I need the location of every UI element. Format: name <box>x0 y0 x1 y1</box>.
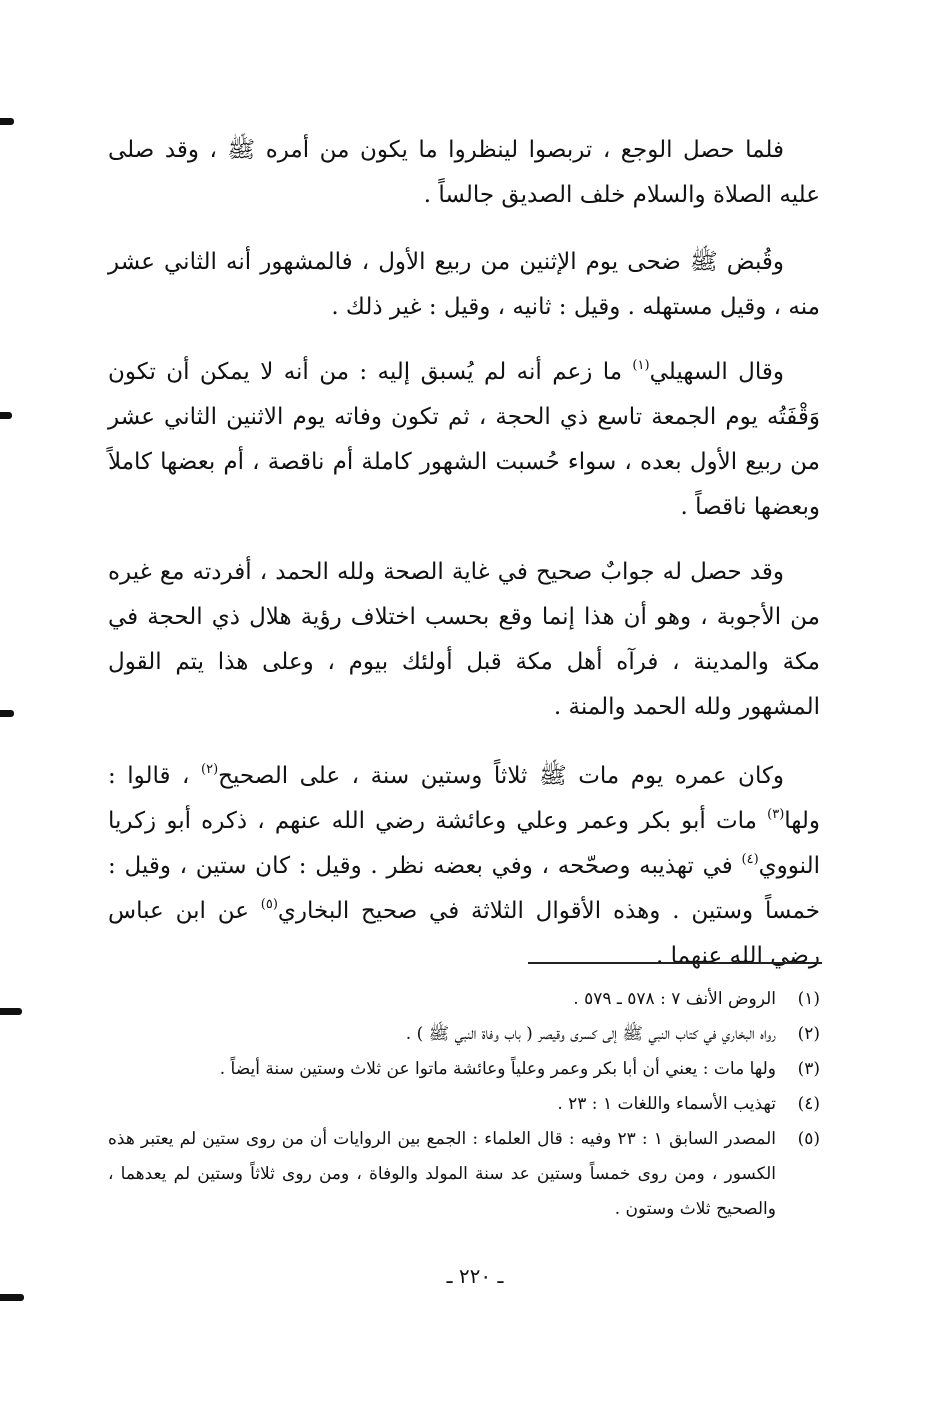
footnote-4 <box>108 1087 820 1122</box>
paragraph-4: وقد حصل له جوابٌ صحيح في غاية الصحة ولله الحمد ، أفردته مع غيره من الأجوبة ، وهو أن هذا إنما وقع بحسب اختلاف رؤية هلال ذي الحجة في مكة والمدينة ، فرآه أهل مكة قبل أولئك بيوم ، وعلى هذا يتم القول المشهور ولله الحمد والمنة . <box>108 559 820 720</box>
paragraph-5-part: في تهذيبه وصحّحه ، وفي بعضه نظر . وقيل : كان ستين ، وقيل : خمساً وستين . وهذه الأقوال الثلاثة في صحيح البخاري <box>108 853 820 924</box>
paragraph-5-part: ، قالوا : ولها <box>108 763 820 834</box>
footnote-3 <box>108 1052 820 1087</box>
footnote-number: (١) <box>797 989 820 1009</box>
footnote-text: الروض الأنف ٧ : ٥٧٨ ـ ٥٧٩ . <box>573 989 776 1009</box>
footnote-ref-2[interactable]: (٢) <box>201 762 219 777</box>
footnote-text: رواه البخاري في كتاب النبي ﷺ إلى كسرى وقيصر ( باب وفاة النبي ﷺ ) . <box>405 1024 776 1044</box>
footnotes-section <box>108 982 820 1227</box>
paragraph-3-rest: ما زعم أنه لم يُسبق إليه : من أنه لا يمكن أن تكون وَقْفَتُه يوم الجمعة تاسع ذي الحجة ، ثم تكون وفاته يوم الاثنين الثاني عشر من ربيع الأول بعده ، سواء حُسبت الشهور كاملة أم ناقصة ، أم بعضها كاملاً وبعضها ناقصاً . <box>108 359 820 520</box>
scan-margin-mark <box>0 710 14 717</box>
scan-margin-mark <box>0 118 14 125</box>
footnote-divider <box>528 962 822 964</box>
scan-margin-mark <box>0 1008 22 1015</box>
paragraph-5-part: مات أبو بكر وعمر وعلي وعائشة رضي الله عنهم ، ذكره أبو زكريا النووي <box>108 808 820 879</box>
footnote-text: تهذيب الأسماء واللغات ١ : ٢٣ . <box>557 1094 776 1114</box>
paragraph-5 <box>108 754 820 979</box>
footnote-number: (٣) <box>797 1059 820 1079</box>
paragraph-3 <box>108 350 820 530</box>
footnote-number: (٥) <box>797 1129 820 1149</box>
footnote-2 <box>108 1017 820 1052</box>
scan-margin-mark <box>0 412 12 419</box>
paragraph-3-start: وقال السهيلي <box>649 359 785 385</box>
footnote-ref-4[interactable]: (٤) <box>741 852 759 867</box>
footnote-ref-5[interactable]: (٥) <box>260 897 278 912</box>
paragraph-1: فلما حصل الوجع ، تربصوا لينظروا ما يكون من أمره ﷺ ، وقد صلى عليه الصلاة والسلام خلف الصديق جالساً . <box>108 137 820 208</box>
footnote-text: ولها مات : يعني أن أبا بكر وعمر وعلياً وعائشة ماتوا عن ثلاث وستين سنة أيضاً . <box>219 1059 776 1079</box>
footnote-ref-3[interactable]: (٣) <box>767 807 785 822</box>
page-number: ـ ٢٢٠ ـ <box>446 1264 504 1288</box>
paragraph-2: وقُبض ﷺ ضحى يوم الإثنين من ربيع الأول ، فالمشهور أنه الثاني عشر منه ، وقيل مستهله . وقيل : ثانيه ، وقيل : غير ذلك . <box>108 249 820 320</box>
paragraph-5-part: وكان عمره يوم مات ﷺ ثلاثاً وستين سنة ، على الصحيح <box>218 763 785 789</box>
footnote-number: (٤) <box>797 1094 820 1114</box>
scan-margin-mark <box>0 1294 24 1301</box>
footnote-5 <box>108 1122 820 1227</box>
footnote-ref-1[interactable]: (١) <box>632 358 650 373</box>
paragraph-5-part: عن ابن عباس رضي الله عنهما . <box>108 898 820 969</box>
footnote-1 <box>108 982 820 1017</box>
footnote-text: المصدر السابق ١ : ٢٣ وفيه : قال العلماء : الجمع بين الروايات أن من روى ستين لم يعتبر هذه الكسور ، ومن روى خمساً وستين عد سنة المولد والوفاة ، ومن روى ثلاثاً وستين لم يعدهما ، والصحيح ثلاث وستون . <box>108 1129 776 1219</box>
footnote-number: (٢) <box>797 1024 820 1044</box>
